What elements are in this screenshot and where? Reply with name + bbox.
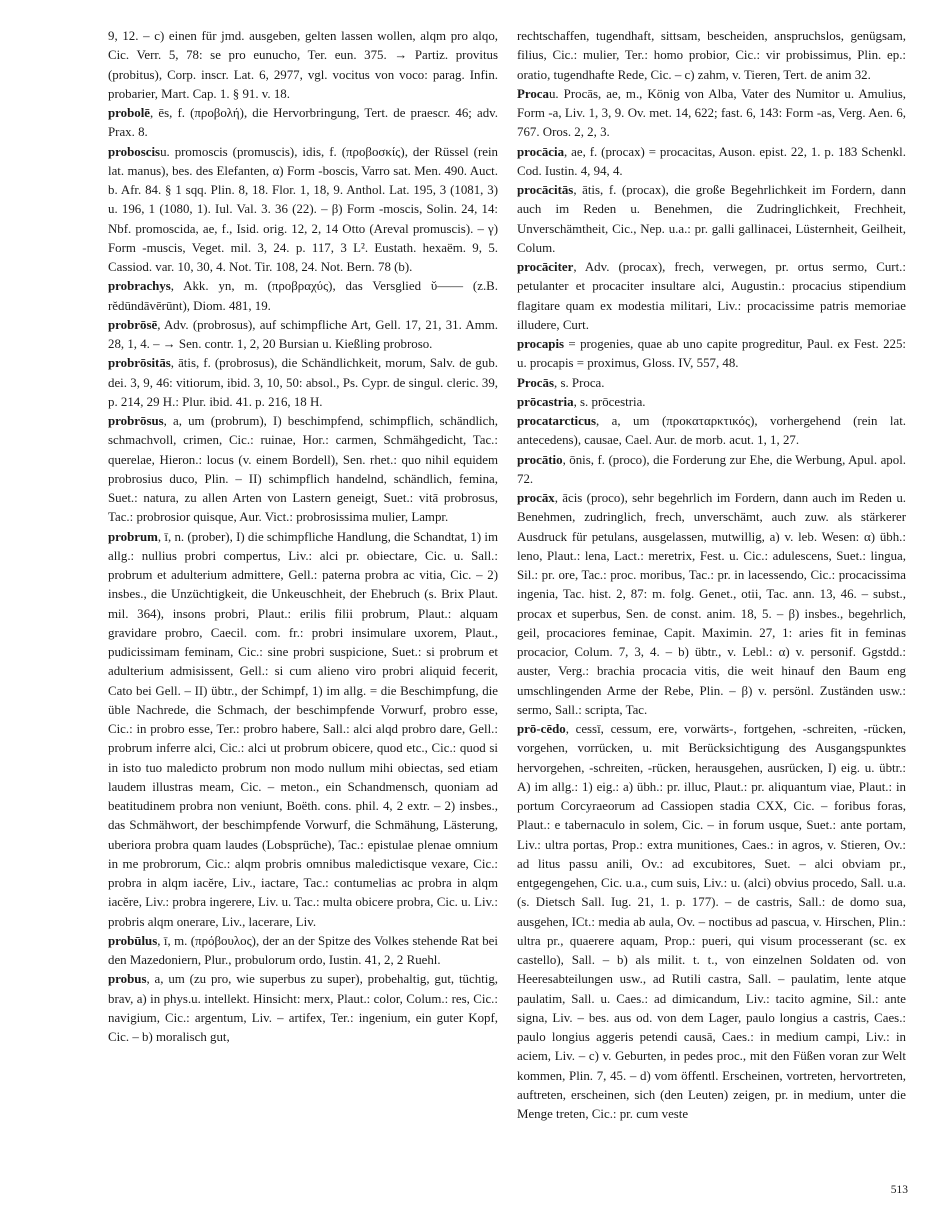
left-column (108, 27, 498, 1177)
dictionary-entry (108, 104, 498, 143)
entry-headword: probrōsē (108, 317, 158, 332)
dictionary-entry (517, 412, 906, 451)
entry-headword: probolē (108, 106, 151, 120)
dictionary-entry (517, 489, 906, 720)
dictionary-entry (517, 451, 906, 490)
dictionary-entry (517, 27, 906, 85)
dictionary-entry (108, 27, 498, 104)
entry-headword: procāx (517, 491, 555, 505)
dictionary-entry (108, 277, 498, 316)
entry-headword: probus (108, 972, 147, 987)
entry-text: , ae, f. (procax) = procacitas, Auson. epist. 22, 1. p. 183 Schenkl. Cod. Iustin. 4, 94, 4. (517, 144, 906, 178)
entry-text: rechtschaffen, tugendhaft, sittsam, bescheiden, anspruchslos, genügsam, filius, Cic.: mulier, Ter.: homo probior, Cic.: vir probissimus, Plin. ep.: oratio, tugendhafte Rede, Cic. – c) zahm, v. Tieren, Tert. de anim 32. (517, 29, 906, 82)
entry-text: , Adv. (probrosus), auf schimpfliche Art, Gell. 17, 21, 31. Amm. 28, 1, 4. – → Sen. contr. 1, 2, 20 Bursian u. Kießling probroso. (108, 317, 498, 351)
entry-text: , s. prōcestria. (573, 394, 646, 409)
dictionary-entry (108, 316, 498, 355)
entry-text: , a, um (zu pro, wie superbus zu super), probehaltig, gut, tüchtig, brav, a) in phys.u. intellekt. Hinsicht: merx, Plaut.: color, Colum.: res, Cic.: navigium, Cic.: argentum, Liv. – artifex, Ter.: ingenium, ein guter Kopf, Cic. – b) moralisch gut, (108, 972, 498, 1044)
entry-headword: probrōsitās (108, 356, 171, 371)
dictionary-entry (517, 181, 906, 258)
entry-text: , ī, n. (prober), I) die schimpfliche Handlung, die Schandtat, 1) im allg.: nullius probri compertus, Liv.: alci pr. obiectare, Cic. u. Sall.: probrum et adulterium admittere, Gell.: paterna probra ac vitia, Cic. – 2) insbes., die Unzüchtigkeit, die Unkeuschheit, der Ehebruch (s. Brix Plaut. mil. 364), insons probri, Plaut.: erilis filii probrum, Plaut.: alquam gravidare probro, Caecil. com. fr.: probri insimulare uxorem, Plaut., pudicissimam feminam, Cic.: sine probri suspicione, Suet.: si probrum et adulterium admisissent, Gell.: si cum alieno viro probri aliquid fecerit, Cato bei Gell. – II) übtr., der Schimpf, 1) im allg. = die Beschimpfung, die üble Nachrede, die Schmach, der beschimpfende Vorwurf, probro esse, Cic.: in probro esse, Ter.: probro habere, Sall.: alci alqd probro dare, Gell.: probrum inferre alci, Cic.: alci ut probrum obicere, quod etc., Cic.: quod si in isto tuo maledicto probrum non modo nullum mihi obiectas, sed etiam laudem illustras meam, Cic. – meton., ein Schandmensch, quoniam ad beatitudinem probra non veniunt, Boëth. cons. phil. 4, 2 extr. – 2) insbes., das Schmähwort, der beschimpfende Vorwurf, die Schmähung, Lästerung, uberiora probra quam laudes (Lobsprüche), Tac.: epistulae plenae omnium in me probrorum, Cic.: alqm probris omnibus maledictisque vexare, Cic.: probra in alqm iacĕre, Liv., iactare, Tac.: contumelias ac probra in alqm iacĕre, Liv.: probra ingerere, Liv. u. Tac.: multa obicere probra, Cic. u. Liv.: probris alqm onerare, Liv., lacerare, Liv. (108, 529, 498, 929)
entry-headword: Procās (517, 375, 554, 390)
entry-text: , cessī, cessum, ere, vorwärts-, fortgehen, -schreiten, -rücken, vorgehen, vorrücken, u. mit Berücksichtigung des Ausgangspunktes hervorgehen, -schreiten, -rücken, herausgehen, ausrücken, I) eig. u. übtr.: A) im allg.: 1) eig.: a) übh.: pr. illuc, Plaut.: pr. aliquantum viae, Plaut.: in portum Corcyraeorum ad Cassiopen stadia CXX, Cic. – foribus foras, Plaut.: e tabernaculo in solem, Cic. – in forum usque, Suet.: ante portam, Liv.: ultra portas, Prop.: extra munitiones, Caes.: in agros, v. Stieren, Ov.: ad litus passu anili, Ov.: ad excubitores, Suet. – alci obviam pr., entgegengehen, Cic. u.a., cum suis, Liv.: u. (alci) obvius procedo, Sall. u.a. (s. Dietsch Sall. Iug. 21, 1. p. 177). – de castris, Sall.: de domo sua, ausgehen, ICt.: media ab aula, Ov. – noctibus ad pascua, v. Hirschen, Plin.: ultra pr., quaerere aquam, Prop.: pueri, qui visum processerant (sc. ex castello), Sall. – b) als milit. t. t., von einzelnen Soldaten od. von Heeresabteilungen usw., ad Rutili castra, Sall. – paulatim, lente atque paulatim, Sall. u. Caes.: ad dimicandum, Liv.: tacito agmine, Sil.: ante signa, Liv. – bes. aus od. von dem Lager, paulo longius a castris, Caes.: paulo longius aggeris petendi causā, Caes.: in medium campi, Liv.: in aciem, Liv. – c) v. Geburten, in pedes proc., mit den Füßen voran zur Welt kommen, Plin. 7, 45. – d) vom öffentl. Erscheinen, vortreten, hervortreten, auftreten, erscheinen, sich (den Leuten) zeigen, pr. in medium, unter die Menge treten, Cic.: pr. cum veste (517, 722, 906, 1121)
entry-headword: proboscis (108, 144, 161, 159)
dictionary-entry (517, 258, 906, 335)
right-column (517, 27, 906, 1177)
entry-headword: probrōsus (108, 414, 164, 428)
entry-headword: procāciter (517, 260, 574, 274)
entry-headword: procācitās (517, 183, 574, 197)
dictionary-entry (517, 143, 906, 182)
entry-text: u. Procās, ae, m., König von Alba, Vater des Numitor u. Amulius, Form -a, Liv. 1, 3, 9. Ov. met. 14, 622; fast. 6, 143: Form -as, Verg. Aen. 6, 767. Oros. 2, 2, 3. (517, 86, 906, 140)
entry-headword: procatarcticus (517, 414, 596, 428)
entry-text: , ātis, f. (probrosus), die Schändlichkeit, morum, Salv. de gub. dei. 3, 9, 46: vitiorum, ibid. 3, 10, 50: absol., Ps. Cypr. de singul. cleric. 39, p. 214, 29 H.: Plur. ibid. 41. p. 216, 18 H. (108, 356, 498, 409)
entry-headword: prōcastria (517, 394, 574, 409)
dictionary-entry (108, 412, 498, 528)
entry-text: , Adv. (procax), frech, verwegen, pr. ortus sermo, Curt.: petulanter et procaciter insultare alci, Augustin.: procacius stipendium flagitare quam ex modestia militari, Liv.: procacissime patris memoriae illudere, Curt. (517, 260, 906, 332)
entry-headword: procātio (517, 452, 563, 467)
dictionary-entry (517, 335, 906, 374)
dictionary-entry (108, 354, 498, 412)
dictionary-entry (108, 932, 498, 971)
entry-text: , Akk. yn, m. (προβραχύς), das Versglied ῠ—— (z.B. rĕdūndāvērūnt), Diom. 481, 19. (108, 279, 498, 313)
page-number: 513 (890, 1184, 908, 1196)
dictionary-entry (517, 720, 906, 1124)
entry-text: u. promoscis (promuscis), idis, f. (προβοσκίς), der Rüssel (rein lat. manus), bes. des Elefanten, α) Form -boscis, Varro sat. Men. 490. Auct. b. Afr. 84. § 1 sqq. Plin. 8, 18. Flor. 1, 18, 9. Anthol. Lat. 195, 3 (1081, 3) u. 196, 1 (1080, 1). Iul. Val. 3. 36 (22). – β) Form -moscis, Solin. 24, 14: Nbf. promoscida, ae, f., Isid. orig. 12, 2, 14 Otto (Areval promuscis). – γ) Form -muscis, Veget. mil. 3, 24. p. 117, 3 L². Eustath. hexaëm. 9, 5. Cassiod. var. 10, 30, 4. Not. Tir. 108, 24. Not. Bern. 78 (b). (108, 144, 498, 274)
entry-text: = progenies, quae ab uno capite progreditur, Paul. ex Fest. 225: u. procapis = proximus, Gloss. IV, 557, 48. (517, 337, 906, 371)
dictionary-entry (517, 393, 906, 412)
entry-headword: prō-cēdo (517, 722, 566, 736)
entry-text: , a, um (προκαταρκτικός), vorhergehend (rein lat. antecedens), causae, Cael. Aur. de morb. acut. 1, 1, 27. (517, 414, 906, 448)
dictionary-entry (108, 528, 498, 932)
entry-text: , s. Proca. (554, 375, 605, 390)
entry-text: , ātis, f. (procax), die große Begehrlichkeit im Fordern, dann auch im Reden u. Benehmen, die Zudringlichkeit, Frechheit, Unverschämtheit, Cic., Nep. u.a.: pr. galli gallinacei, Lüsternheit, Geilheit, Colum. (517, 183, 906, 255)
entry-text: 9, 12. – c) einen für jmd. ausgeben, gelten lassen wollen, alqm pro alqo, Cic. Verr. 5, 78: se pro eunucho, Ter. eun. 375. → Partiz. provitus (probitus), Corp. inscr. Lat. 6, 2977, vgl. vocitus von voco: parag. Infin. probarier, Mart. Cap. 1. § 91. v. 18. (108, 29, 498, 101)
entry-text: , ōnis, f. (proco), die Forderung zur Ehe, die Werbung, Apul. apol. 72. (517, 452, 906, 486)
entry-headword: Proca (517, 86, 549, 101)
entry-headword: probūlus (108, 933, 158, 948)
entry-headword: probrum (108, 529, 158, 544)
entry-text: , ī, m. (πρόβουλος), der an der Spitze des Volkes stehende Rat bei den Mazedoniern, Plur., probulorum ordo, Iustin. 41, 2, 2 Ruehl. (108, 933, 498, 967)
entry-text: , a, um (probrum), I) beschimpfend, schimpflich, schändlich, schmachvoll, crimen, Cic.: ruinae, Hor.: carmen, Schmähgedicht, Tac.: querelae, Hieron.: locus (v. einem Bordell), Sen. rhet.: quo nihil equidem probrosius duco, Plin. – II) schimpflich handelnd, schändlich, femina, Suet.: natura, zu allen Arten von Lastern geneigt, Suet.: vitā probrosus, Tac.: probrosior quisque, Aur. Vict.: probrosissima mulier, Lampr. (108, 414, 498, 525)
entry-headword: procācia (517, 144, 565, 159)
entry-text: , ēs, f. (προβολή), die Hervorbringung, Tert. de praescr. 46; adv. Prax. 8. (108, 106, 498, 140)
dictionary-entry (517, 85, 906, 143)
entry-text: , ācis (proco), sehr begehrlich im Fordern, dann auch im Reden u. Benehmen, zudringlich, frech, unverschämt, auch zuw. als stärkerer Ausdruck für petulans, ausgelassen, mutwillig, a) v. leb. Wesen: α) übh.: leno, Plaut.: lena, Lact.: meretrix, Fest. u. Cic.: adulescens, Suet.: lingua, Sil.: pr. ore, Tac.: proc. moribus, Tac.: pr. in lacessendo, Cic.: procacissima ingenia, Tac. hist. 2, 87: m. folg. Genet., otii, Tac. ann. 13, 46. – subst., procax et superbus, Sen. de const. anim. 18, 5. – β) insbes., begehrlich, geil, procaciores feminae, Capit. Maximin. 27, 1: aries fit in feminas procacior, Colum. 7, 3, 4. – b) übtr., v. Lebl.: α) v. personif. Ggstdd.: auster, Verg.: brachia procacia vitis, die weit hinauf den Baum eng umschlingenden Arme der Rebe, Plin. – β) v. persönl. Zuständen usw.: sermo, Sall.: scripta, Tac. (517, 491, 906, 717)
dictionary-entry (108, 143, 498, 278)
entry-headword: probrachys (108, 279, 171, 294)
entry-headword: procapis (517, 337, 565, 351)
dictionary-entry (108, 970, 498, 1047)
dictionary-entry (517, 374, 906, 393)
